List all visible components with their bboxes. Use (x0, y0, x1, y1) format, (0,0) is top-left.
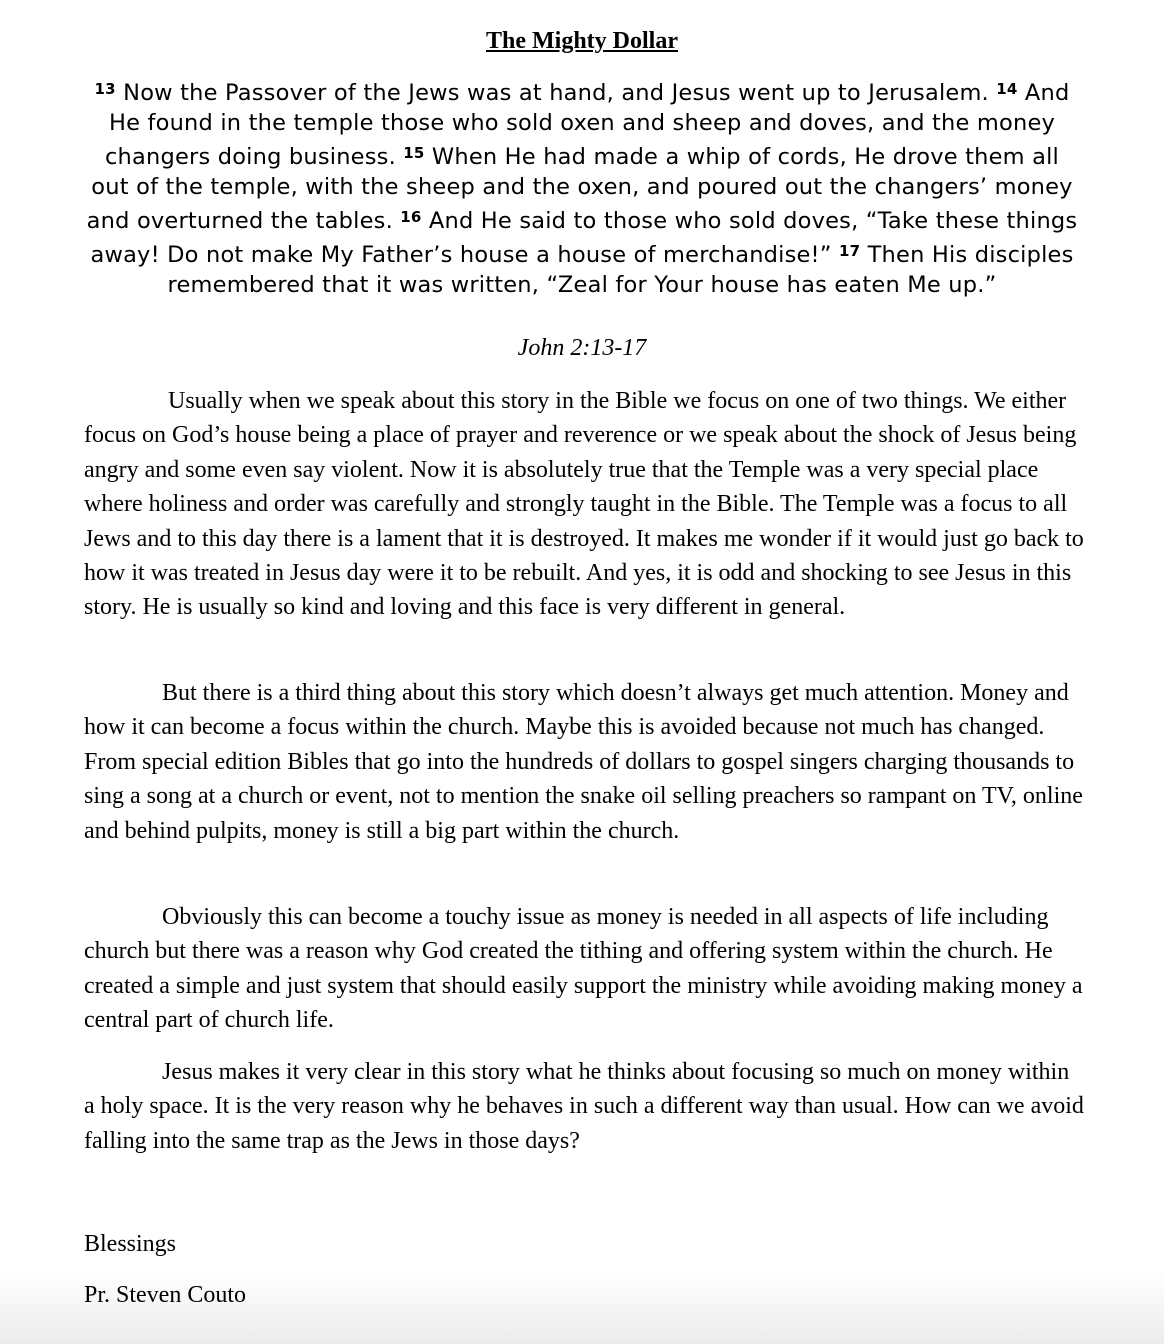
verse-number: 15 (403, 144, 425, 162)
body-paragraph-3 (84, 900, 1084, 1038)
verse-text: Then His disciples remembered that it was written, “Zeal for Your house has eaten Me up.” (167, 242, 1074, 298)
paragraph-text: But there is a third thing about this story which doesn’t always get much attention. Money and how it can become a focus within the church. Maybe this is avoided because not much has changed. From special edition Bibles that go into the hundreds of dollars to gospel singers charging thousands to sing a song at a church or event, not to mention the snake oil selling preachers so rampant on TV, online and behind pulpits, money is still a big part within the church. (84, 680, 1083, 844)
paragraph-text: Obviously this can become a touchy issue as money is needed in all aspects of life including church but there was a reason why God created the tithing and offering system within the church. He created a simple and just system that should easily support the ministry while avoiding making money a central part of church life. (84, 904, 1083, 1034)
author-signature: Pr. Steven Couto (84, 1282, 247, 1308)
verse-text: And He found in the temple those who sold oxen and sheep and doves, and the money changers doing business. (104, 80, 1070, 170)
scripture-passage (84, 74, 1080, 300)
verse-number: 17 (838, 242, 861, 260)
verse-text: Now the Passover of the Jews was at hand, and Jesus went up to Jerusalem. (115, 80, 997, 106)
verse-text: When He had made a whip of cords, He drove them all out of the temple, with the sheep and the oxen, and poured out the changers’ money and overturned the tables. (86, 144, 1073, 234)
verse-number: 13 (94, 80, 116, 98)
body-paragraph-4 (84, 1055, 1084, 1158)
paragraph-text: Jesus makes it very clear in this story what he thinks about focusing so much on money within a holy space. It is the very reason why he behaves in such a different way than usual. How can we avoid falling into the same trap as the Jews in those days? (84, 1059, 1084, 1154)
document-title: The Mighty Dollar (486, 28, 678, 54)
scripture-reference: John 2:13-17 (517, 335, 647, 361)
body-paragraph-1 (84, 384, 1084, 625)
body-paragraph-2 (84, 676, 1084, 848)
verse-number: 16 (400, 208, 422, 226)
verse-number: 14 (996, 80, 1018, 98)
closing-salutation: Blessings (84, 1231, 177, 1257)
paragraph-text: Usually when we speak about this story in the Bible we focus on one of two things. We either focus on God’s house being a place of prayer and reverence or we speak about the shock of Jesus being angry and some even say violent. Now it is absolutely true that the Temple was a very special place where holiness and order was carefully and strongly taught in the Bible. The Temple was a focus to all Jews and to this day there is a lament that it is destroyed. It makes me wonder if it would just go back to how it was treated in Jesus day were it to be rebuilt. And yes, it is odd and shocking to see Jesus in this story. He is usually so kind and loving and this face is very different in general. (84, 388, 1084, 621)
verse-text: And He said to those who sold doves, “Take these things away! Do not make My Father’s house a house of merchandise!” (90, 208, 1078, 268)
